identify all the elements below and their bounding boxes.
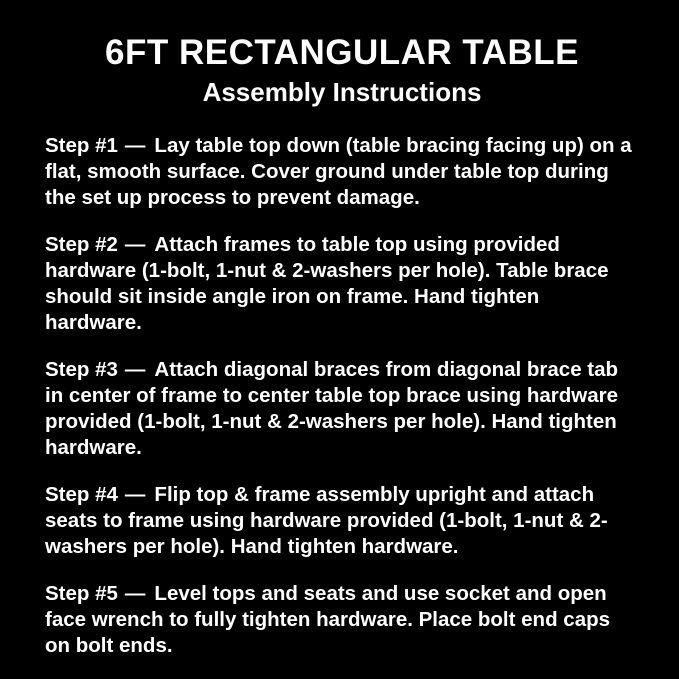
step-1-dash: — — [124, 134, 146, 158]
step-1 — [45, 133, 637, 211]
step-3-text: Attach diagonal braces from diagonal brace tab in center of frame to center table top brace using hardware provided (1-bolt, 1-nut & 2-washers per hole). Hand tighten hardware. — [45, 358, 619, 460]
step-3-label: Step #3 — [45, 358, 118, 382]
step-2-text: Attach frames to table top using provided hardware (1-bolt, 1-nut & 2-washers per hole). Table brace should sit inside angle iron on frame. Hand tighten hardware. — [45, 233, 609, 335]
step-3 — [45, 357, 637, 461]
step-4-label: Step #4 — [45, 483, 118, 507]
step-4-text: Flip top & frame assembly upright and attach seats to frame using hardware provided (1-bolt, 1-nut & 2-washers per hole). Hand tighten hardware. — [45, 483, 608, 559]
step-4 — [45, 482, 637, 560]
step-2-label: Step #2 — [45, 233, 118, 257]
step-3-dash: — — [124, 358, 146, 382]
page-title: 6FT RECTANGULAR TABLE — [105, 33, 579, 72]
step-5 — [45, 581, 637, 659]
page-subtitle: Assembly Instructions — [202, 76, 482, 107]
step-5-dash: — — [124, 582, 146, 606]
step-5-label: Step #5 — [45, 582, 118, 606]
step-5-text: Level tops and seats and use socket and open face wrench to fully tighten hardware. Place bolt end caps on bolt ends. — [45, 582, 611, 658]
step-2-dash: — — [124, 233, 146, 257]
step-4-dash: — — [124, 483, 146, 507]
step-2 — [45, 232, 637, 336]
step-1-label: Step #1 — [45, 134, 118, 158]
step-1-text: Lay table top down (table bracing facing up) on a flat, smooth surface. Cover ground under table top during the set up process to prevent damage. — [45, 134, 632, 210]
steps-list — [45, 133, 639, 659]
